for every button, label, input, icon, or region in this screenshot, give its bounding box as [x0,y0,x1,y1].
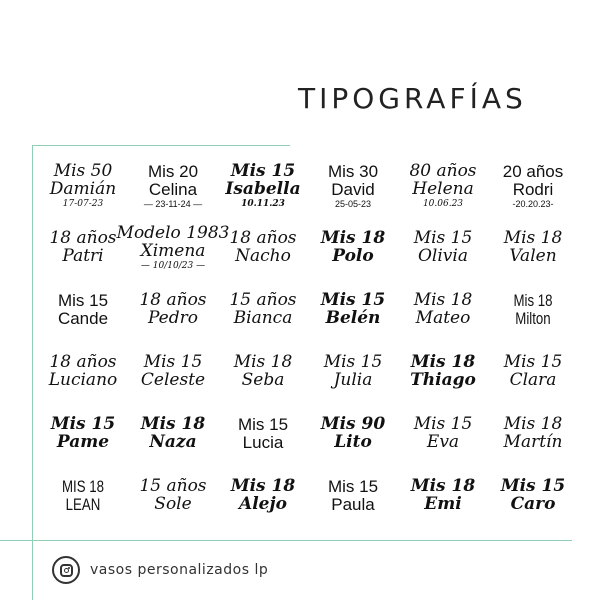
sample-name: Sole [154,494,192,514]
sample-date: 17-07-23 [62,198,104,209]
page-title: TIPOGRAFÍAS [298,82,527,115]
typography-sample [398,155,488,217]
sample-line-1: Modelo 1983 [116,222,230,243]
typography-sample [128,155,218,217]
typography-sample [398,465,488,527]
sample-name: Pame [56,432,110,452]
typography-sample [488,465,578,527]
footer [52,553,268,587]
typography-sample [488,403,578,465]
sample-line-1: Mis 15 [323,352,383,373]
sample-name: Celeste [140,370,206,390]
sample-line-1: 18 años [49,228,117,249]
typography-sample [308,403,398,465]
sample-name: Luciano [48,370,118,390]
sample-name: Polo [332,246,374,266]
sample-line-1: 15 años [139,476,207,497]
sample-line-1: Mis 15 [413,414,473,435]
sample-line-1: 20 años [502,161,564,181]
sample-line-1: Mis 30 [327,161,379,181]
typography-sample [218,341,308,403]
typography-sample [308,155,398,217]
sample-line-1: Mis 18 [413,290,473,311]
typography-sample [398,217,488,279]
sample-date: -20.20.23- [512,198,554,209]
typography-sample [38,403,128,465]
sample-name: Martín [503,432,563,452]
typography-sample [398,341,488,403]
sample-line-1: Mis 18 [320,228,386,249]
sample-line-1: Mis 15 [143,352,203,373]
sample-name: Damián [49,178,117,199]
instagram-handle[interactable]: vasos personalizados lp [90,562,269,578]
sample-line-1: Mis 20 [147,161,199,181]
sample-line-1: Mis 18 [513,291,553,311]
typography-sample [398,279,488,341]
sample-line-1: 18 años [49,352,117,373]
sample-name: Belén [325,308,381,328]
sample-date: 10.06.23 [422,198,464,209]
sample-name: Valen [509,246,557,266]
typography-sample [308,341,398,403]
sample-line-1: Mis 15 [50,414,116,435]
sample-name: Paula [331,495,375,514]
sample-name: Milton [515,309,551,328]
typography-sample [128,341,218,403]
sample-line-1: Mis 15 [320,290,386,311]
sample-name: Rodri [512,179,554,199]
sample-line-1: Mis 15 [500,476,566,497]
sample-name: Bianca [233,308,293,328]
typography-sample [218,279,308,341]
typography-sample [398,403,488,465]
sample-line-1: Mis 15 [503,352,563,373]
typography-sample [116,217,230,279]
sample-line-1: Mis 15 [327,477,379,497]
sample-line-1: MIS 18 [61,477,104,497]
sample-line-1: Mis 18 [230,476,296,497]
typography-sample [218,217,308,279]
typography-sample [308,465,398,527]
sample-name: Pedro [148,308,198,328]
sample-date: 25-05-23 [334,198,372,209]
sample-name: LEAN [65,495,101,514]
sample-line-1: 18 años [139,290,207,311]
sample-line-1: Mis 15 [413,228,473,249]
sample-name: Naza [149,432,197,452]
instagram-icon[interactable] [52,556,80,584]
sample-name: Clara [509,370,557,390]
sample-name: Julia [333,370,373,390]
sample-name: David [331,179,375,199]
sample-name: Emi [424,494,462,514]
frame-top-line [32,145,290,146]
typography-sample [218,465,308,527]
sample-line-1: Mis 18 [233,352,293,373]
sample-name: Thiago [410,370,476,390]
sample-line-1: Mis 18 [410,352,476,373]
sample-name: Olivia [418,246,468,266]
frame-bottom-line [0,540,572,541]
sample-name: Nacho [235,246,291,266]
sample-name: Patri [62,246,104,266]
typography-sample [48,465,118,527]
sample-line-1: Mis 15 [230,160,296,181]
sample-name: Celina [148,179,198,199]
sample-line-1: 15 años [229,290,297,311]
typography-sample [38,341,128,403]
sample-date: 10.11.23 [241,198,285,209]
sample-name: Alejo [239,494,287,514]
typography-sample [218,403,308,465]
typography-sample [218,155,308,217]
sample-line-1: Mis 50 [53,160,113,181]
sample-line-1: Mis 15 [237,415,289,435]
sample-line-1: Mis 90 [320,414,386,435]
typography-sample [488,217,578,279]
typography-sample [308,217,398,279]
typography-sample [498,279,568,341]
typography-sample [128,279,218,341]
sample-line-1: 80 años [409,160,477,181]
typography-sample [488,341,578,403]
sample-name: Eva [426,432,460,452]
sample-date: — 10/10/23 — [140,260,206,271]
typography-sample [308,279,398,341]
sample-date: — 23-11-24 — [143,198,203,209]
sample-name: Ximena [140,240,206,261]
sample-name: Isabella [225,178,301,199]
typography-sample [488,155,578,217]
frame-left-line [32,145,33,600]
sample-line-1: Mis 18 [503,414,563,435]
sample-name: Cande [57,309,109,328]
sample-name: Seba [241,370,285,390]
sample-name: Lucia [242,433,284,452]
sample-name: Lito [334,432,372,452]
sample-line-1: Mis 18 [410,476,476,497]
sample-line-1: 18 años [229,228,297,249]
typography-sample [128,403,218,465]
typography-sample [38,217,128,279]
sample-line-1: Mis 15 [57,291,109,311]
sample-line-1: Mis 18 [503,228,563,249]
typography-sample [38,155,128,217]
sample-line-1: Mis 18 [140,414,206,435]
sample-name: Caro [510,494,556,514]
sample-name: Mateo [415,308,471,328]
typography-sample [128,465,218,527]
typography-sample [38,279,128,341]
sample-name: Helena [412,178,474,199]
typography-samples-grid [38,155,578,535]
